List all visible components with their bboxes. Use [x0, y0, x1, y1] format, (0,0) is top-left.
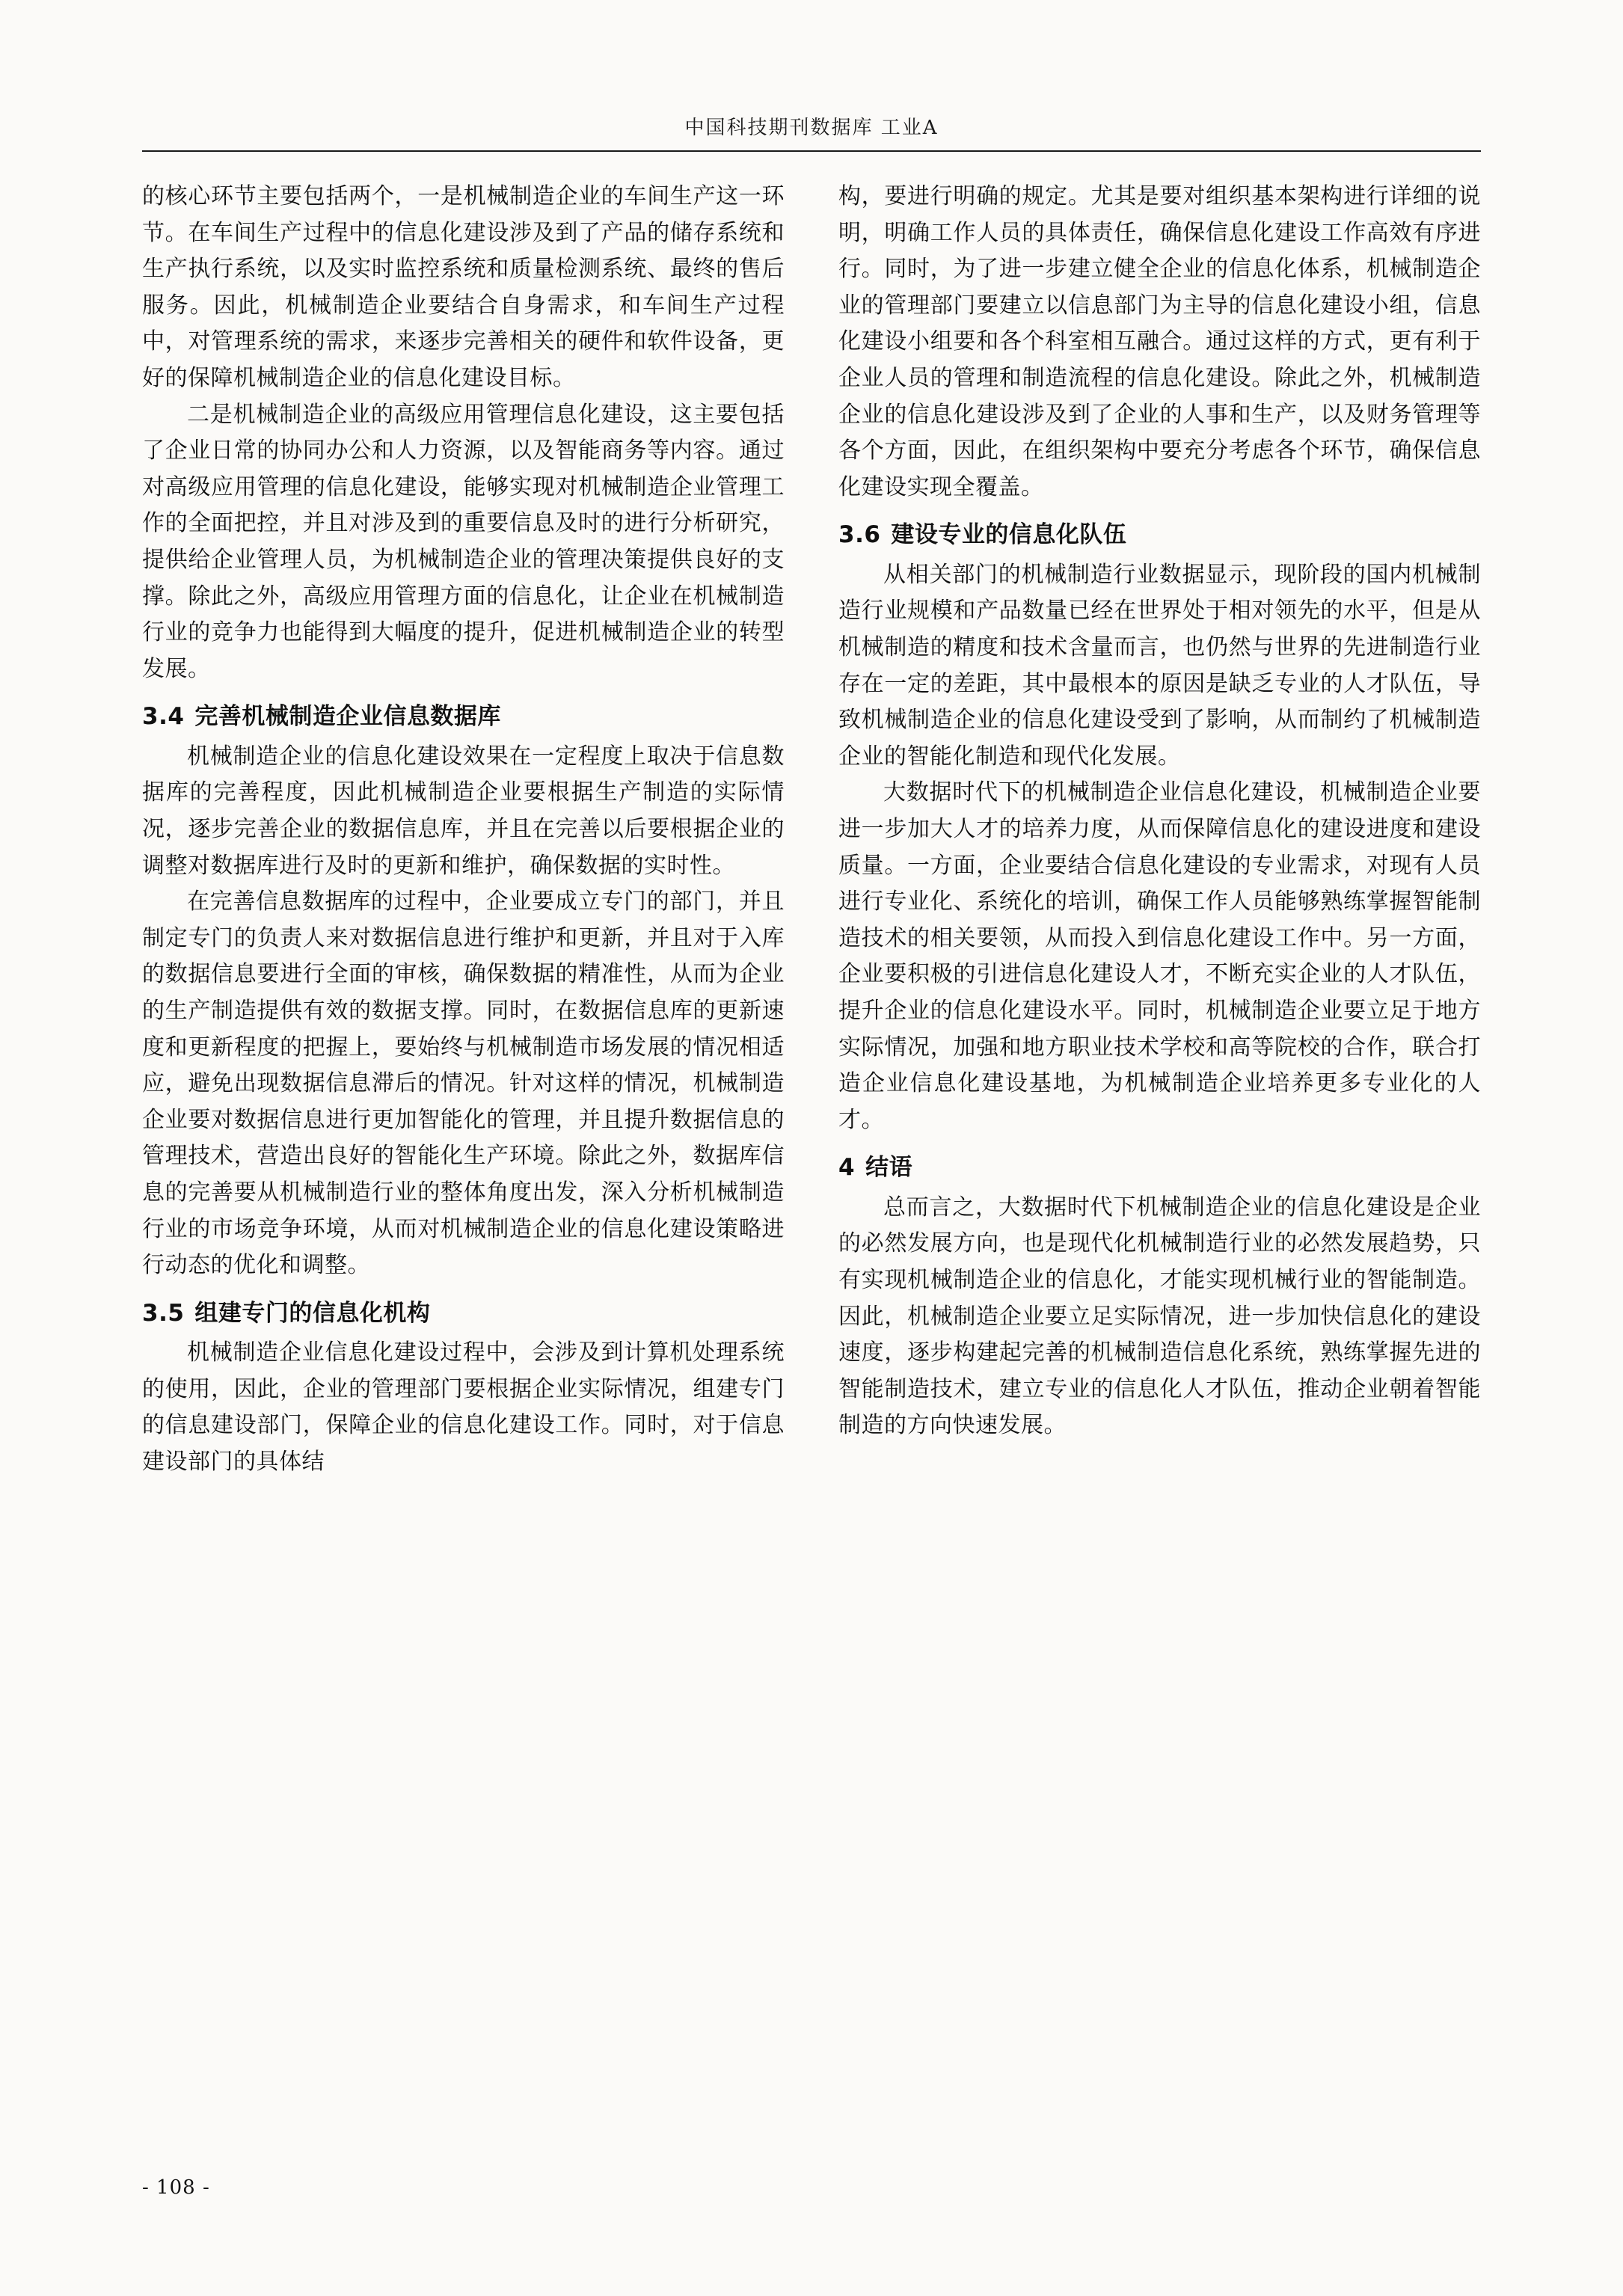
section-title: 建设专业的信息化队伍 [891, 521, 1127, 549]
page-number: - 108 - [142, 2176, 210, 2199]
section-heading-3-5 [142, 1296, 785, 1331]
left-column [142, 179, 785, 1481]
section-title: 组建专门的信息化机构 [194, 1299, 431, 1327]
paragraph: 二是机械制造企业的高级应用管理信息化建设，这主要包括了企业日常的协同办公和人力资源，以及智能商务等内容。通过对高级应用管理的信息化建设，能够实现对机械制造企业管理工作的全面把控，并且对涉及到的重要信息及时的进行分析研究，提供给企业管理人员，为机械制造企业的管理决策提供良好的支撑。除此之外，高级应用管理方面的信息化，让企业在机械制造行业的竞争力也能得到大幅度的提升，促进机械制造企业的转型发展。 [142, 401, 785, 682]
paragraph: 总而言之，大数据时代下机械制造企业的信息化建设是企业的必然发展方向，也是现代化机械制造行业的必然发展趋势，只有实现机械制造企业的信息化，才能实现机械行业的智能制造。因此，机械制造企业要立足实际情况，进一步加快信息化的建设速度，逐步构建起完善的机械制造信息化系统，熟练掌握先进的智能制造技术，建立专业的信息化人才队伍，推动企业朝着智能制造的方向快速发展。 [838, 1194, 1481, 1439]
two-column-body [142, 179, 1481, 1481]
section-title: 结语 [865, 1154, 913, 1182]
right-column [838, 179, 1481, 1481]
section-number: 3.4 [142, 703, 185, 731]
section-number: 4 [838, 1154, 856, 1182]
paragraph: 构，要进行明确的规定。尤其是要对组织基本架构进行详细的说明，明确工作人员的具体责任，确保信息化建设工作高效有序进行。同时，为了进一步建立健全企业的信息化体系，机械制造企业的管理部门要建立以信息部门为主导的信息化建设小组，信息化建设小组要和各个科室相互融合。通过这样的方式，更有利于企业人员的管理和制造流程的信息化建设。除此之外，机械制造企业的信息化建设涉及到了企业的人事和生产，以及财务管理等各个方面，因此，在组织架构中要充分考虑各个环节，确保信息化建设实现全覆盖。 [838, 183, 1481, 500]
paragraph: 大数据时代下的机械制造企业信息化建设，机械制造企业要进一步加大人才的培养力度，从而保障信息化的建设进度和建设质量。一方面，企业要结合信息化建设的专业需求，对现有人员进行专业化、系统化的培训，确保工作人员能够熟练掌握智能制造技术的相关要领，从而投入到信息化建设工作中。另一方面，企业要积极的引进信息化建设人才，不断充实企业的人才队伍，提升企业的信息化建设水平。同时，机械制造企业要立足于地方实际情况，加强和地方职业技术学校和高等院校的合作，联合打造企业信息化建设基地，为机械制造企业培养更多专业化的人才。 [838, 779, 1481, 1133]
page-content [142, 112, 1481, 1481]
section-number: 3.6 [838, 521, 881, 549]
header-divider [142, 150, 1481, 152]
section-heading-3-6 [838, 518, 1481, 553]
paragraph: 的核心环节主要包括两个，一是机械制造企业的车间生产这一环节。在车间生产过程中的信息化建设涉及到了产品的储存系统和生产执行系统，以及实时监控系统和质量检测系统、最终的售后服务。因此，机械制造企业要结合自身需求，和车间生产过程中，对管理系统的需求，来逐步完善相关的硬件和软件设备，更好的保障机械制造企业的信息化建设目标。 [142, 183, 785, 391]
section-title: 完善机械制造企业信息数据库 [194, 703, 501, 731]
section-heading-4 [838, 1150, 1481, 1185]
section-heading-3-4 [142, 699, 785, 734]
paragraph: 在完善信息数据库的过程中，企业要成立专门的部门，并且制定专门的负责人来对数据信息进行维护和更新，并且对于入库的数据信息要进行全面的审核，确保数据的精准性，从而为企业的生产制造提供有效的数据支撑。同时，在数据信息库的更新速度和更新程度的把握上，要始终与机械制造市场发展的情况相适应，避免出现数据信息滞后的情况。针对这样的情况，机械制造企业要对数据信息进行更加智能化的管理，并且提升数据信息的管理技术，营造出良好的智能化生产环境。除此之外，数据库信息的完善要从机械制造行业的整体角度出发，深入分析机械制造行业的市场竞争环境，从而对机械制造企业的信息化建设策略进行动态的优化和调整。 [142, 888, 785, 1279]
paragraph: 机械制造企业的信息化建设效果在一定程度上取决于信息数据库的完善程度，因此机械制造企业要根据生产制造的实际情况，逐步完善企业的数据信息库，并且在完善以后要根据企业的调整对数据库进行及时的更新和维护，确保数据的实时性。 [142, 743, 785, 879]
paragraph: 从相关部门的机械制造行业数据显示，现阶段的国内机械制造行业规模和产品数量已经在世界处于相对领先的水平，但是从机械制造的精度和技术含量而言，也仍然与世界的先进制造行业存在一定的差距，其中最根本的原因是缺乏专业的人才队伍，导致机械制造企业的信息化建设受到了影响，从而制约了机械制造企业的智能化制造和现代化发展。 [838, 561, 1481, 770]
section-number: 3.5 [142, 1299, 185, 1327]
page-header: 中国科技期刊数据库 工业A [684, 117, 939, 139]
paragraph: 机械制造企业信息化建设过程中，会涉及到计算机处理系统的使用，因此，企业的管理部门要根据企业实际情况，组建专门的信息建设部门，保障企业的信息化建设工作。同时，对于信息建设部门的具体结 [142, 1339, 785, 1475]
